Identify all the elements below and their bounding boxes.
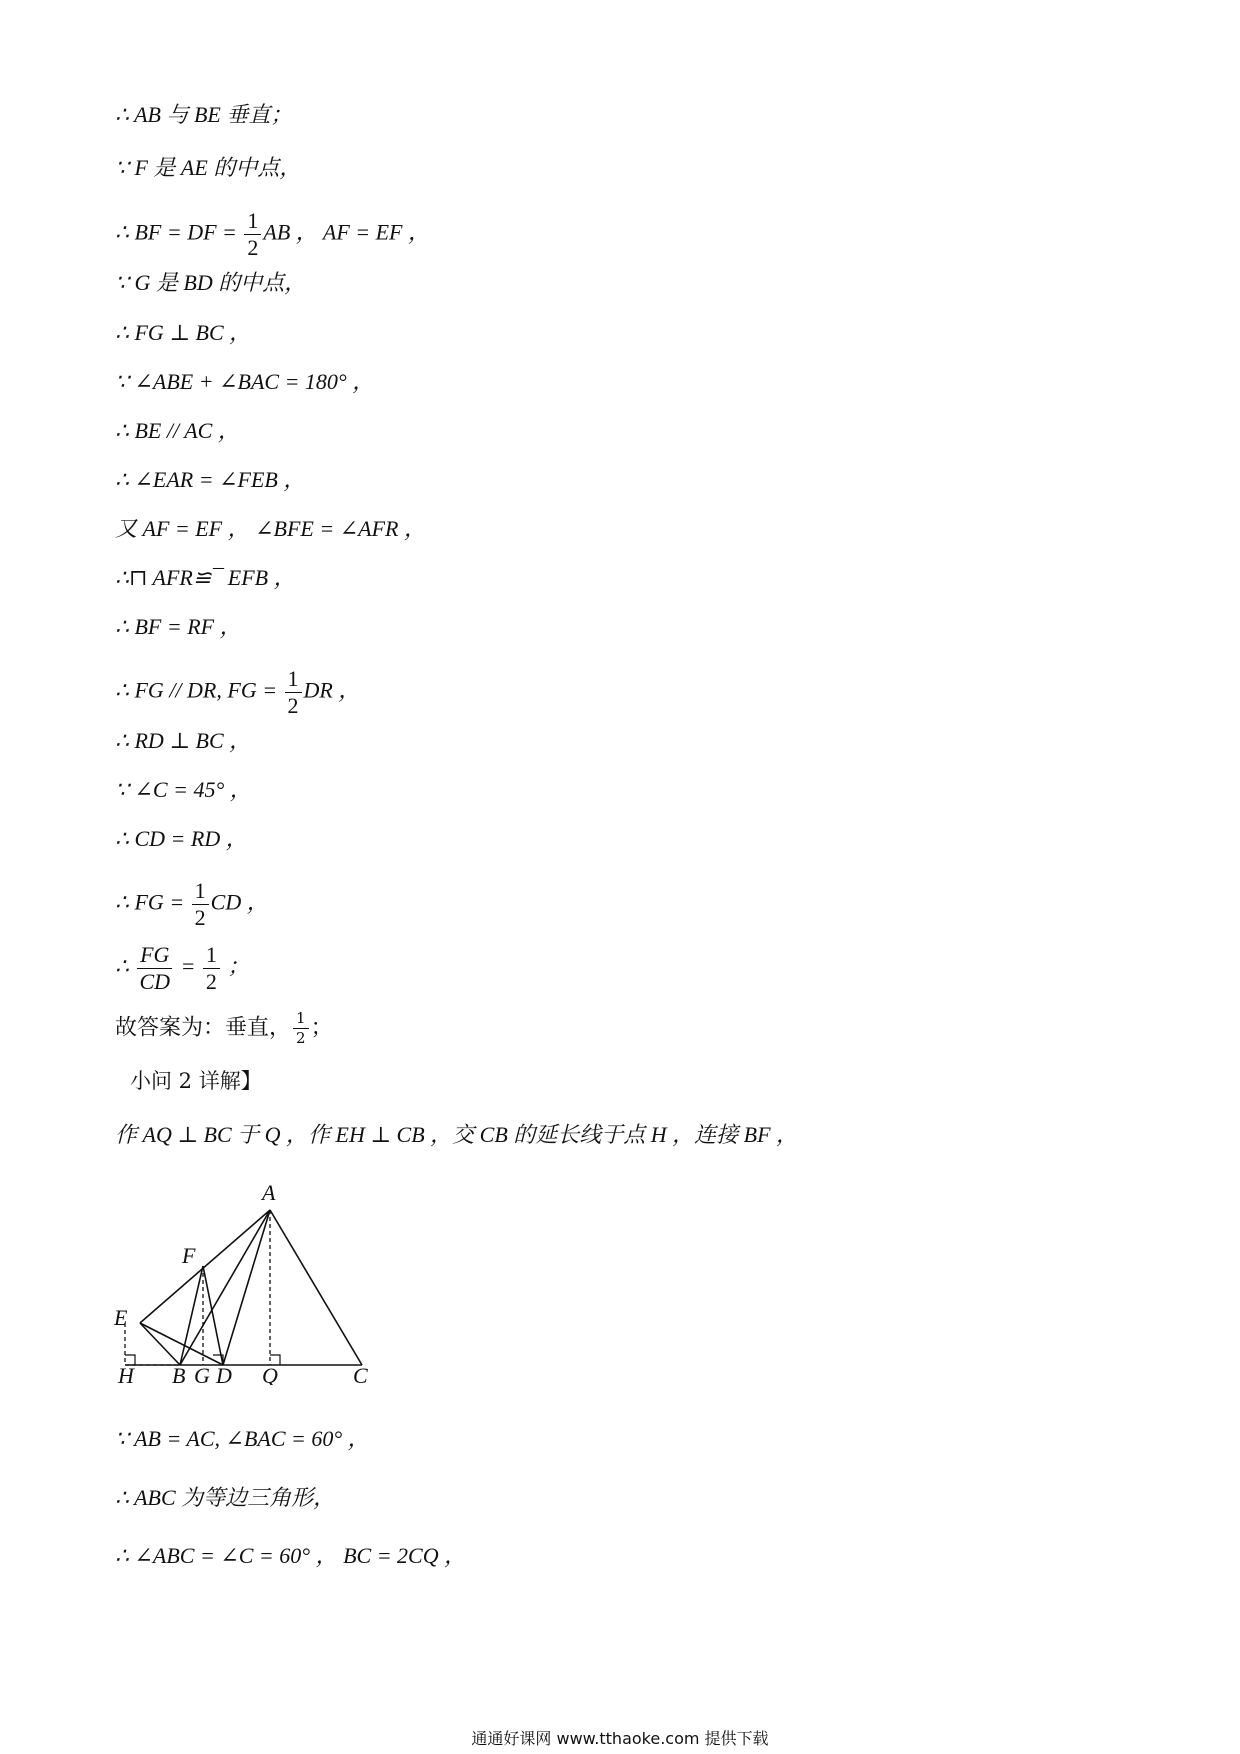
proof-line-12 — [115, 668, 360, 717]
answer-fraction: $\frac{1}{2}$ — [293, 1011, 309, 1046]
answer-line: 故答案为：垂直， $\frac{1}{2}$ ； — [115, 1009, 333, 1047]
line-12-text-end: DR ， — [303, 677, 361, 703]
line-3-text-end: AB ， AF = EF ， — [263, 219, 430, 245]
line-17-text: ∴ — [115, 953, 135, 979]
label-e: E — [114, 1305, 128, 1330]
proof-line-20: ∵ AB = AC, ∠BAC = 60° ， — [115, 1426, 370, 1451]
answer-text: 故答案为：垂直， — [115, 1015, 292, 1041]
proof-line-1: ∴ AB 与 BE 垂直； — [115, 102, 293, 127]
proof-line-4: ∵ G 是 BD 的中点， — [115, 270, 307, 295]
proof-line-3 — [115, 210, 430, 259]
line-fb — [180, 1266, 203, 1365]
proof-line-8: ∴ ∠EAR = ∠FEB ， — [115, 467, 306, 492]
proof-line-2: ∵ F 是 AE 的中点， — [115, 155, 302, 180]
proof-line-9: 又 AF = EF ， ∠BFE = ∠AFR ， — [115, 516, 426, 541]
line-ac — [270, 1210, 362, 1365]
proof-line-10: ∴⊓ AFR≌¯ EFB ， — [115, 565, 296, 590]
proof-line-11: ∴ BF = RF ， — [115, 614, 242, 639]
label-q: Q — [262, 1363, 278, 1385]
proof-line-16 — [115, 880, 269, 929]
proof-line-7: ∴ BE // AC ， — [115, 418, 240, 443]
footer-text: 通通好课网 www.tthaoke.com 提供下载 — [471, 1729, 769, 1748]
proof-line-22: ∴ ∠ABC = ∠C = 60° ， BC = 2CQ ， — [115, 1543, 467, 1568]
proof-line-5: ∴ FG ⊥ BC ， — [115, 320, 252, 345]
fraction-fg-over-cd: $\frac{FG}{CD}$ — [137, 944, 174, 993]
line-da — [223, 1210, 270, 1365]
line-ea — [140, 1210, 270, 1323]
line-ba — [180, 1210, 270, 1365]
line-3-text: ∴ BF = DF = — [115, 219, 243, 245]
line-16-text-end: CD ， — [210, 889, 269, 915]
label-a: A — [262, 1180, 276, 1205]
label-f: F — [182, 1243, 196, 1268]
label-c: C — [353, 1363, 368, 1385]
geometry-figure — [110, 1170, 380, 1385]
line-eb — [140, 1323, 180, 1365]
fraction-one-half: $\frac{1}{2}$ — [285, 668, 302, 717]
proof-line-13: ∴ RD ⊥ BC ， — [115, 728, 252, 753]
label-b: B — [172, 1363, 186, 1385]
proof-line-15: ∴ CD = RD ， — [115, 826, 248, 851]
fraction-one-half: $\frac{1}{2}$ — [244, 210, 261, 259]
fraction-one-half: $\frac{1}{2}$ — [192, 880, 209, 929]
proof-line-17: ∴ $\frac{FG}{CD}$ = $\frac{1}{2}$ ； — [115, 942, 250, 994]
section-heading: 小问 2 详解】 — [130, 1069, 262, 1093]
label-g: G — [194, 1363, 210, 1385]
proof-line-14: ∵ ∠C = 45° ， — [115, 777, 252, 802]
label-h: H — [118, 1363, 134, 1385]
line-12-text: ∴ FG // DR, FG = — [115, 677, 283, 703]
proof-line-21: ∴ ABC 为等边三角形， — [115, 1485, 336, 1510]
line-16-text: ∴ FG = — [115, 889, 190, 915]
proof-line-6: ∵ ∠ABE + ∠BAC = 180° ， — [115, 369, 375, 394]
label-d: D — [216, 1363, 232, 1385]
construction-line: 作 AQ ⊥ BC 于 Q ，作 EH ⊥ CB ，交 CB 的延长线于点 H ，连接 BF ， — [115, 1122, 799, 1147]
line-fd — [203, 1266, 223, 1365]
fraction-one-half: $\frac{1}{2}$ — [203, 944, 220, 993]
